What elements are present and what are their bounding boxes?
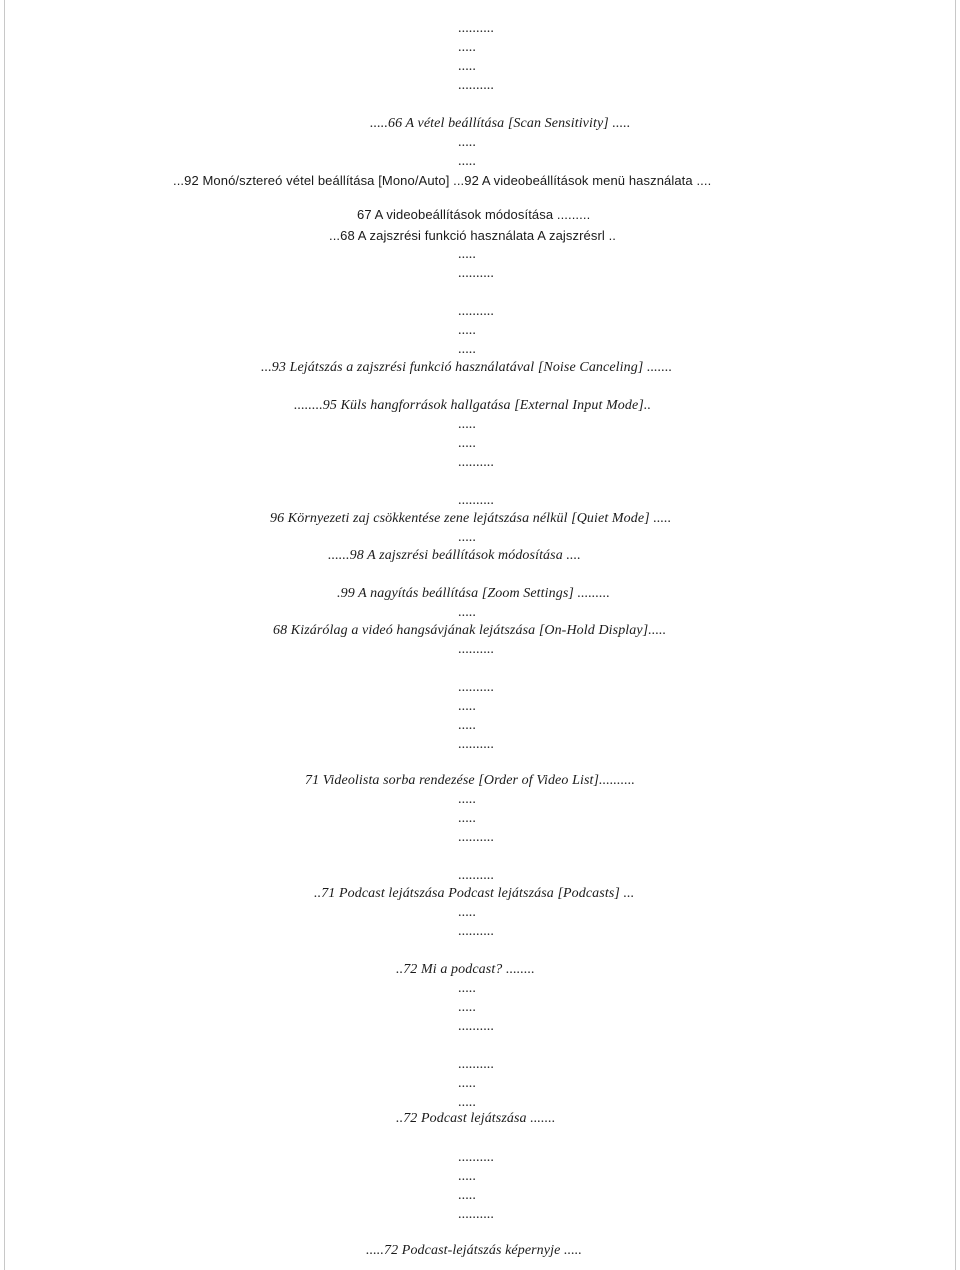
- toc-line: ..........: [458, 924, 494, 939]
- toc-line: ..........: [458, 304, 494, 319]
- toc-entry: 71 Videolista sorba rendezése [Order of Video List]..........: [305, 773, 636, 788]
- toc-line: ..........: [458, 455, 494, 470]
- toc-line: .....: [458, 792, 476, 807]
- toc-line: ..........: [458, 868, 494, 883]
- toc-line: .....: [458, 699, 476, 714]
- toc-line: .....: [458, 1169, 476, 1184]
- toc-line: ..........: [458, 1207, 494, 1222]
- toc-entry: ..71 Podcast lejátszása Podcast lejátszása [Podcasts] ...: [314, 886, 635, 901]
- toc-line: .....: [458, 154, 476, 169]
- toc-entry: 67 A videobeállítások módosítása .........: [357, 207, 591, 222]
- toc-line: .....: [458, 718, 476, 733]
- toc-entry: ...93 Lejátszás a zajszrési funkció használatával [Noise Canceling] .......: [261, 360, 673, 375]
- toc-line: .....: [458, 1095, 476, 1110]
- toc-entry: ......98 A zajszrési beállítások módosítása ....: [328, 548, 581, 563]
- toc-line: .....: [458, 436, 476, 451]
- toc-line: .....: [458, 1076, 476, 1091]
- toc-line: .....: [458, 981, 476, 996]
- toc-line: .....: [458, 1188, 476, 1203]
- toc-line: .....: [458, 417, 476, 432]
- toc-line: .....: [458, 342, 476, 357]
- page-border-right: [955, 0, 956, 1270]
- toc-entry: .....72 Podcast-lejátszás képernyje .....: [366, 1243, 583, 1258]
- toc-entry: ...92 Monó/sztereó vétel beállítása [Mono/Auto] ...92 A videobeállítások menü használata ....: [173, 173, 712, 188]
- toc-entry: .....66 A vétel beállítása [Scan Sensitivity] .....: [370, 116, 631, 131]
- toc-line: ..........: [458, 21, 494, 36]
- toc-line: ..........: [458, 1019, 494, 1034]
- toc-line: .....: [458, 811, 476, 826]
- toc-entry: 68 Kizárólag a videó hangsávjának lejátszása [On-Hold Display].....: [273, 623, 667, 638]
- toc-line: ..........: [458, 737, 494, 752]
- toc-line: ..........: [458, 1150, 494, 1165]
- toc-line: .....: [458, 247, 476, 262]
- toc-line: .....: [458, 323, 476, 338]
- toc-line: .....: [458, 905, 476, 920]
- toc-line: ..........: [458, 1057, 494, 1072]
- toc-line: ..........: [458, 493, 494, 508]
- page-border-left: [4, 0, 5, 1270]
- toc-line: .....: [458, 530, 476, 545]
- toc-entry: ..72 Mi a podcast? ........: [396, 962, 535, 977]
- toc-line: .....: [458, 135, 476, 150]
- toc-line: .....: [458, 59, 476, 74]
- toc-entry: ..72 Podcast lejátszása .......: [396, 1111, 556, 1126]
- toc-entry: 96 Környezeti zaj csökkentése zene lejátszása nélkül [Quiet Mode] .....: [270, 511, 672, 526]
- toc-line: .....: [458, 605, 476, 620]
- toc-line: ..........: [458, 680, 494, 695]
- toc-entry: .99 A nagyítás beállítása [Zoom Settings] .........: [337, 586, 610, 601]
- toc-line: ..........: [458, 78, 494, 93]
- toc-line: ..........: [458, 830, 494, 845]
- toc-line: .....: [458, 1000, 476, 1015]
- toc-entry: ........95 Küls hangforrások hallgatása [External Input Mode]..: [294, 398, 652, 413]
- toc-line: ..........: [458, 642, 494, 657]
- toc-line: ..........: [458, 266, 494, 281]
- toc-line: .....: [458, 40, 476, 55]
- toc-entry: ...68 A zajszrési funkció használata A zajszrésrl ..: [329, 228, 617, 243]
